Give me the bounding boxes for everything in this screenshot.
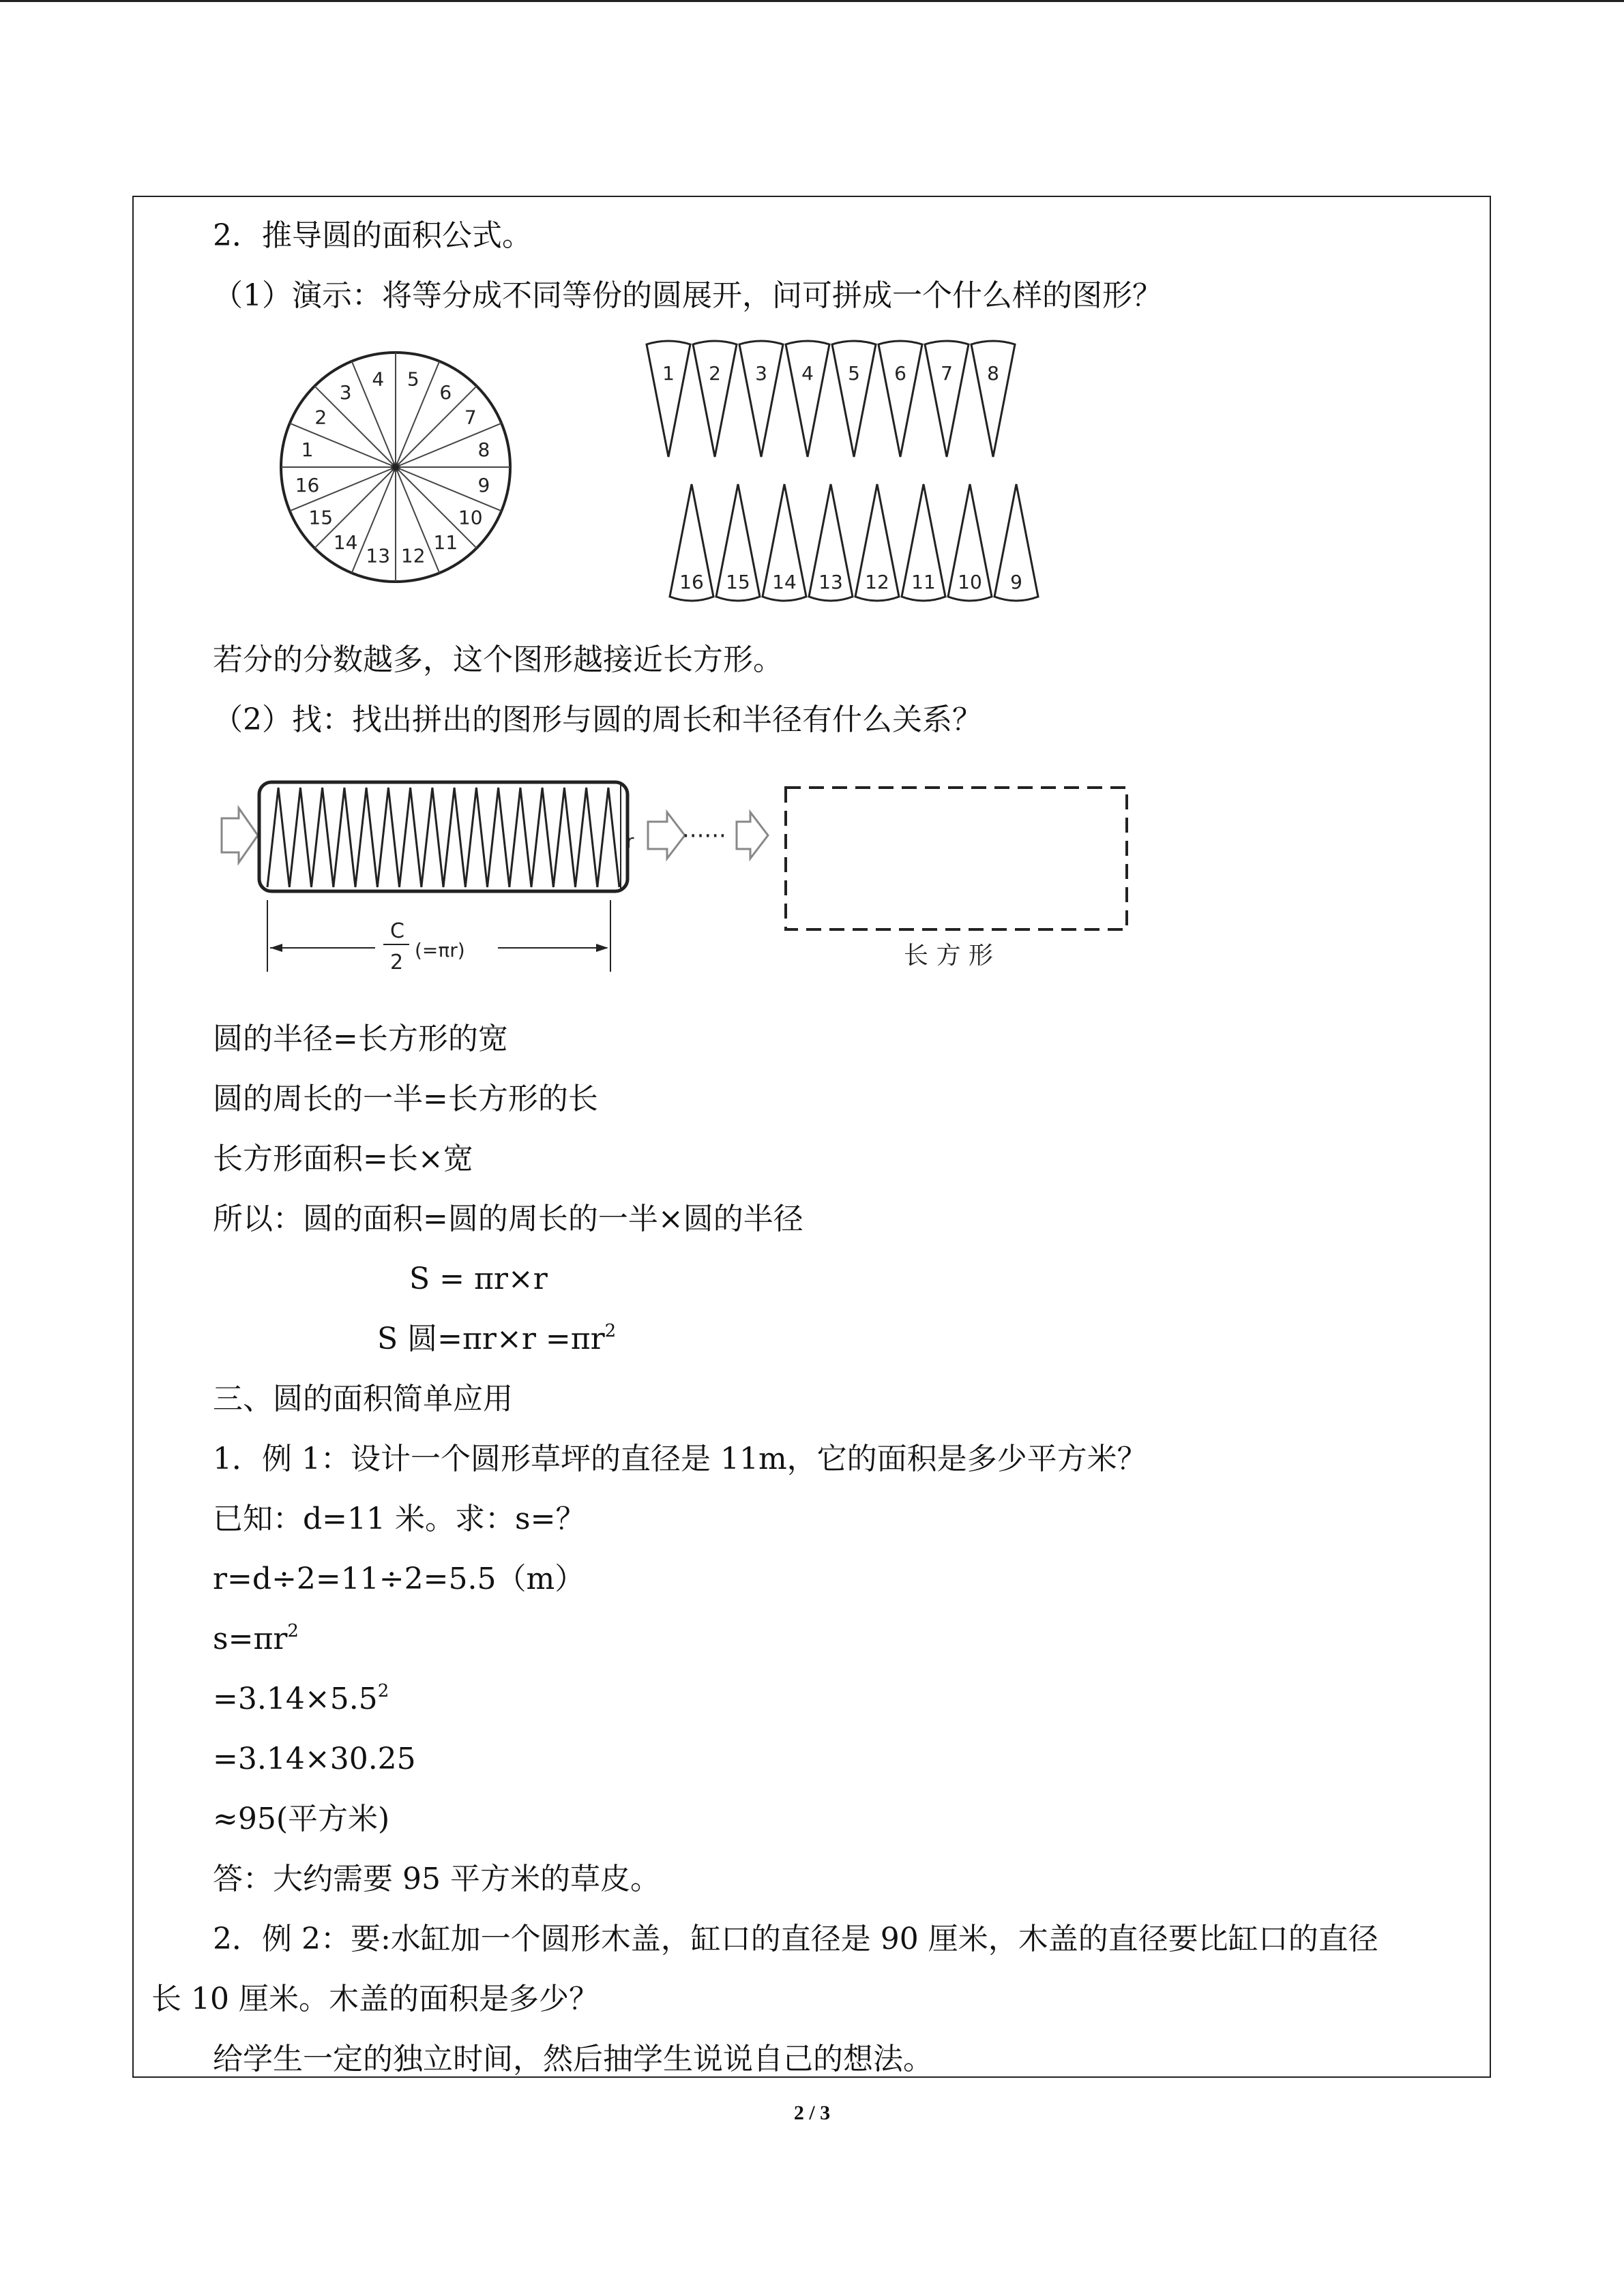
top-sector [647,341,690,457]
bottom-sector-number: 12 [865,571,889,593]
circle-center [392,463,400,471]
bottom-sector-number: 15 [726,571,750,593]
circle-sector-number: 8 [477,438,490,462]
relation-half-circumference: 圆的周长的一半=长方形的长 [213,1082,598,1116]
page-number: 2 / 3 [793,2102,831,2124]
middle-arrow-right [737,812,768,859]
circle-sector-number: 9 [477,473,490,496]
top-sector-number: 5 [848,362,860,385]
length-label-numerator: C [390,919,404,943]
divided-circle-figure [273,341,532,600]
relation-rectangle-area: 长方形面积=长×宽 [213,1142,473,1176]
example1-answer: 答：大约需要 95 平方米的草皮。 [213,1862,660,1896]
example1-approx: ≈95(平方米) [213,1802,390,1836]
example1-area-formula: $s=\pi r^2$ [213,1621,299,1656]
top-sector-number: 7 [941,362,953,385]
sector-strip-figure [634,338,1071,610]
example2-line2: 长 10 厘米。木盖的面积是多少？ [151,1982,599,2016]
length-label-pi-r: (=πr) [415,939,465,961]
middle-arrow-left [648,812,685,859]
bottom-sector-number: 9 [1010,571,1022,593]
bottom-sector-number: 13 [818,571,843,593]
example2-note: 给学生一定的独立时间，然后抽学生说说自己的想法。 [213,2042,933,2076]
top-sector-number: 4 [801,362,814,385]
example1-radius: r=d÷2=11÷2=5.5（m） [213,1562,585,1596]
formula-s-circle: S 圆$=\pi r\times r =\pi r^2$ [377,1321,617,1356]
formula-s: S = πr×r [409,1262,548,1296]
bottom-sector-number: 16 [679,571,704,593]
top-sector [739,341,783,457]
circle-sector-number: 16 [295,473,320,496]
strip-outline [259,782,628,891]
top-sector-number: 8 [987,362,999,385]
length-label-denominator: 2 [390,951,404,974]
rearrange-rectangle-figure [211,767,1160,989]
top-sector [786,341,829,457]
section3-heading: 三、圆的面积简单应用 [213,1382,513,1416]
circle-sector-number: 4 [372,368,385,391]
circle-sector-number: 13 [366,544,391,567]
relation-conclusion: 所以：圆的面积=圆的周长的一半×圆的半径 [213,1202,803,1236]
bottom-sector-number: 10 [958,571,982,593]
dashed-rectangle [786,788,1127,929]
circle-sector-number: 14 [333,531,358,554]
circle-sector-number: 11 [433,531,458,554]
circle-sector-number: 12 [400,544,426,567]
top-sector [693,341,737,457]
conclusion-text: 若分的分数越多，这个图形越接近长方形。 [213,642,783,677]
relation-radius: 圆的半径=长方形的宽 [213,1022,508,1056]
example2-line1: 2．例 2：要:水缸加一个圆形木盖，缸口的直径是 90 厘米，木盖的直径要比缸口的直径 [213,1922,1378,1956]
bottom-sector-number: 11 [911,571,936,593]
top-sector-number: 6 [894,362,906,385]
width-label: r [626,830,634,852]
circle-sector-number: 1 [301,438,314,462]
example1-calculation: =3.14×30.25 [213,1742,416,1776]
top-sector [925,341,969,457]
bottom-sector-number: 14 [772,571,797,593]
ellipsis-dots: ······ [682,822,726,850]
left-arrow [222,808,258,863]
top-rule [0,0,1624,2]
top-sector [832,341,876,457]
top-sector-number: 1 [662,362,675,385]
circle-sector-number: 15 [308,506,334,529]
circle-sector-number: 2 [314,406,327,429]
circle-sector-number: 6 [439,381,452,404]
top-sector [971,341,1015,457]
circle-sector-number: 7 [464,406,477,429]
step1-text: （1）演示：将等分成不同等份的圆展开，问可拼成一个什么样的图形？ [213,278,1162,313]
circle-sector-number: 5 [407,368,419,391]
top-sector [879,341,922,457]
example1-known: 已知：d=11 米。求：s=？ [213,1502,586,1536]
zigzag-line [267,788,619,887]
top-sector-number: 3 [755,362,767,385]
top-sector-number: 2 [709,362,721,385]
divided-circle [281,353,510,582]
circle-sector-number: 10 [458,506,483,529]
example1-title: 1．例 1：设计一个圆形草坪的直径是 11m，它的面积是多少平方米？ [213,1442,1147,1476]
example1-substitution: $=3.14\times 5.5^2$ [213,1681,389,1716]
rectangle-label: 长 方 形 [904,942,993,970]
circle-sector-number: 3 [339,381,352,404]
section2-title: 2．推导圆的面积公式。 [213,218,532,253]
step2-text: （2）找：找出拼出的图形与圆的周长和半径有什么关系？ [213,702,982,737]
